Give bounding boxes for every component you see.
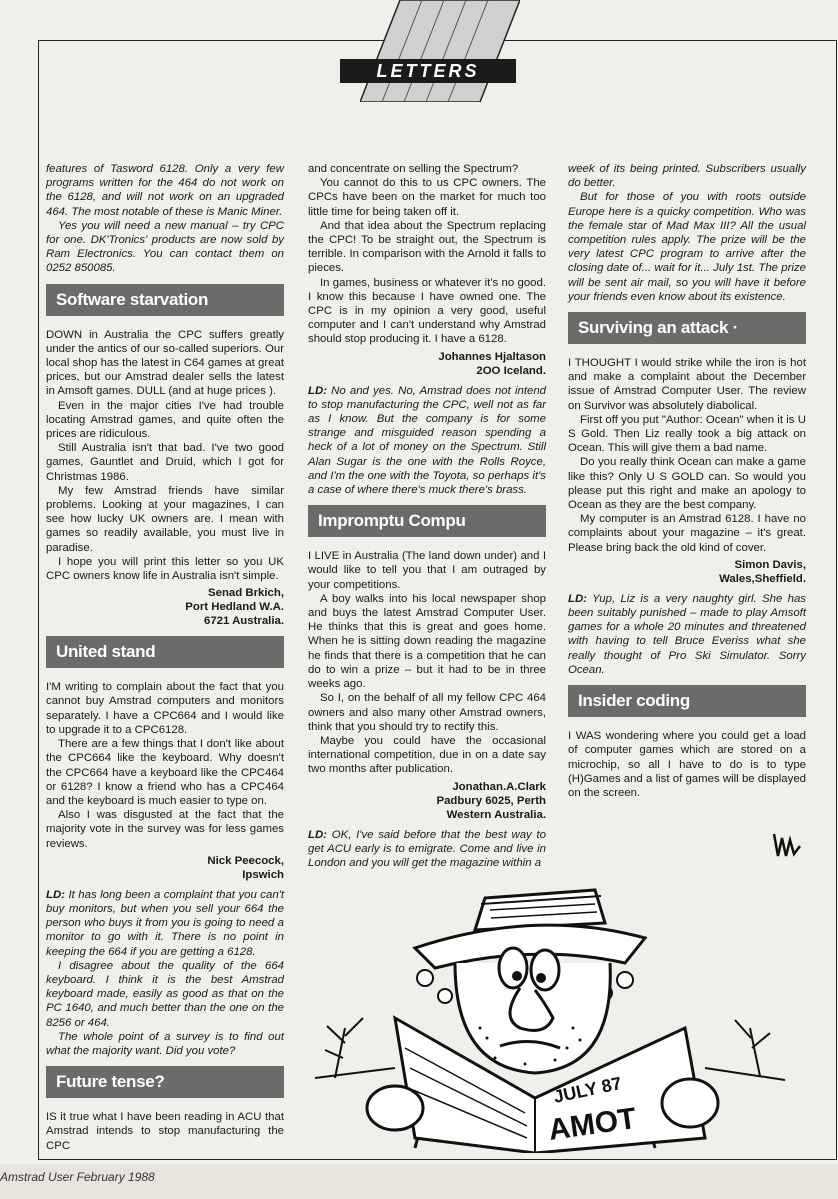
letter-paragraph: and concentrate on selling the Spectrum? [308,163,519,175]
cartoon-reader-illustration [305,868,795,1153]
letter-signature [308,350,546,378]
signature-line: 6721 Australia. [204,615,284,628]
letter-paragraph: Do you really think Ocean can make a game like this? Only U S GOLD can. So would you please put this right and make an apology to Ocean as they are the best company. [568,456,806,512]
header-slash-graphic [360,0,520,102]
reply-text: It has long been a complaint that you can't buy monitors, but when you sell your 664 the person who buys it from you is going to need a monitor to go with it. There is no point in keeping the 664 if you are getting a 6128. [46,888,284,958]
letter-paragraph: So I, on the behalf of all my fellow CPC 464 owners and also many other Amstrad owners, think that you should try to rectify this. [308,692,546,733]
signature-line: Padbury 6025, Perth [436,794,546,807]
letter-signature [308,780,546,822]
column-2 [308,162,546,870]
letter-paragraph: In games, business or whatever it's no good. I know this because I have owned one. The CPC is in my opinion a very good, useful computer and I can't understand why Amstrad should stop producing it. I have a 6128. [308,276,546,346]
reply-text: But for those of you with roots outside Europe here is a quicky competition. Who was the female star of Mad Max III? All the usual competition rules apply. The prize will be the very latest CPC program to arrive after the closing date of... wait for it... July 1st. The prize will be sent air mail, so you will have it before your friends even know about its existence. [568,191,806,303]
column-1 [46,162,284,1153]
reply-label: LD: [308,828,327,841]
reply-text: The whole point of a survey is to find out what the majority want. Did you vote? [46,1030,284,1057]
newspaper-date: JULY 87 [551,1072,624,1107]
letter-paragraph: Still Australia isn't that bad. I've two good games, Gauntlet and Druid, which I got for Christmas 1986. [46,442,284,483]
signature-line: Simon Davis, [734,558,806,571]
letter-paragraph: Maybe you could have the occasional international competition, due in on a date say two months after publication. [308,734,546,776]
page-footer: Amstrad User February 1988 [0,1170,155,1184]
letter-signature [46,854,284,882]
reply-label: LD: [46,888,65,901]
reply-label: LD: [568,592,587,605]
letter-heading: Surviving an attack · [568,312,806,344]
signature-line: Ipswich [242,868,284,881]
reply-text: OK, I've said before that the best way to get ACU early is to emigrate. Come and live in London and you will get the magazine within a [308,828,546,869]
letter-paragraph: Even in the major cities I've had trouble locating Amstrad games, and quite often the prices are ridiculous. [46,399,284,441]
reply-text: Yup, Liz is a very naughty girl. She has been suitably punished – made to play Amsoft games for a whole 20 minutes and threatened with having to tell Bruce Everiss what she really thought of Pro Ski Simulator. Sorry Ocean. [568,592,806,676]
signature-line: Senad Brkich, [208,587,284,600]
letter-paragraph: My few Amstrad friends have similar problems. Looking at your magazines, I can see how lucky UK owners are. I mean with games so readily available, you must live in paradise. [46,484,284,554]
signature-line: Johannes Hjaltason [438,350,546,363]
column-3 [568,162,806,800]
letter-signature [46,586,284,628]
letter-heading: Software starvation [46,284,284,316]
letter-paragraph: I hope you will print this letter so you UK CPC owners know life in Australia isn't simple. [46,555,284,583]
newspaper-title: AMOT [546,1101,639,1147]
letter-paragraph: First off you put "Author: Ocean" when it is U S Gold. Then Liz really took a big attack on Ocean. This will give them a bad name. [568,413,806,455]
signature-line: Wales,Sheffield. [719,572,806,585]
letter-paragraph: A boy walks into his local newspaper shop and buys the latest Amstrad Computer User. He thinks that this is great and goes home. When he is sitting down reading the magazine he finds that there is a competition that he can do to win a prize – but it had to be in three weeks ago. [308,592,546,691]
intro-paragraph: features of Tasword 6128. Only a very few programs written for the 464 do not work on the 6128, and will not work on an upgraded 464. The most notable of these is Manic Miner. [46,163,284,218]
editor-reply [46,888,284,1058]
signature-line: Western Australia. [446,808,546,821]
letter-heading: Impromptu Compu [308,505,546,537]
letter-paragraph: I LIVE in Australia (The land down under) and I would like to tell you that I am outraged by your competitions. [308,550,546,591]
letter-heading: Future tense? [46,1066,284,1098]
letter-paragraph: I THOUGHT I would strike while the iron is hot and make a complaint about the December issue of Amstrad Computer User. The review on Survivor was absolutely diabolical. [568,357,806,412]
reply-label: LD: [308,384,327,397]
editor-reply [568,592,806,677]
signature-line: Port Hedland W.A. [185,601,284,614]
letter-paragraph: IS it true what I have been reading in ACU that Amstrad intends to stop manufacturing the CPC [46,1111,284,1152]
letter-paragraph: You cannot do this to us CPC owners. The CPCs have been on the market for much too little time for being taken off it. [308,177,546,218]
letter-paragraph: I WAS wondering where you could get a load of computer games which are stored on a microchip, so all I have to do is to type (H)Games and a list of games will be displayed on the screen. [568,730,806,799]
reply-text: I disagree about the quality of the 664 keyboard. I think it is the best Amstrad keyboard made, easily as good as that on the PC 1640, and much better than the one on the 8256 or 464. [46,959,284,1029]
reply-text: week of its being printed. Subscribers usually do better. [568,163,806,190]
letter-paragraph: I'M writing to complain about the fact that you cannot buy Amstrad computers and monitors separately. I have a CPC664 and I would like to upgrade it to a CPC6128. [46,681,284,736]
section-banner: LETTERS [340,59,516,83]
letter-paragraph: My computer is an Amstrad 6128. I have no complaints about your magazine – it's great. Please bring back the old kind of cover. [568,513,806,554]
letter-signature [568,558,806,586]
reply-text: No and yes. No, Amstrad does not intend to stop manufacturing the CPC, well not as far as I know. But the company is for some strange and misguided reason spending a heck of a lot of money on the Spectrum. Still Alan Sugar is the one with the Rolls Royce, and I'm the one with the Toyota, so perhaps it's a case of where there's muck there's brass. [308,384,547,497]
letter-paragraph: There are a few things that I don't like about the CPC664 like the keyboard. Why doesn't the CPC664 have a keyboard like the CPC464 or 6128? I know a friend who has a CPC464 and the keyboard is much easier to type on. [46,738,284,807]
editor-reply [308,828,546,871]
intro-paragraph: Yes you will need a new manual – try CPC for one. DK'Tronics' products are now sold by Ram Electronics. You can contact them on 0252 850085. [46,219,284,275]
editor-reply [568,162,806,304]
signature-line: Nick Peecock, [207,854,284,867]
letter-paragraph: Also I was disgusted at the fact that the majority vote in the survey was for less games reviews. [46,809,284,850]
letter-heading: Insider coding [568,685,806,717]
letter-paragraph: And that idea about the Spectrum replacing the CPC! To be straight out, the Spectrum is terrible. In comparison with the Arnold it falls to pieces. [308,219,546,275]
letter-paragraph: DOWN in Australia the CPC suffers greatly under the antics of our so-called superiors. Our local shop has the latest in C64 games at great prices, but our Amstrad dealer sells the latest in Amsoft games. DULL (and at huge prices ). [46,328,284,398]
letter-heading: United stand [46,636,284,668]
end-mark-icon [772,830,802,860]
signature-line: Jonathan.A.Clark [452,780,546,793]
editor-reply [308,384,546,498]
signature-line: 2OO Iceland. [476,364,546,377]
